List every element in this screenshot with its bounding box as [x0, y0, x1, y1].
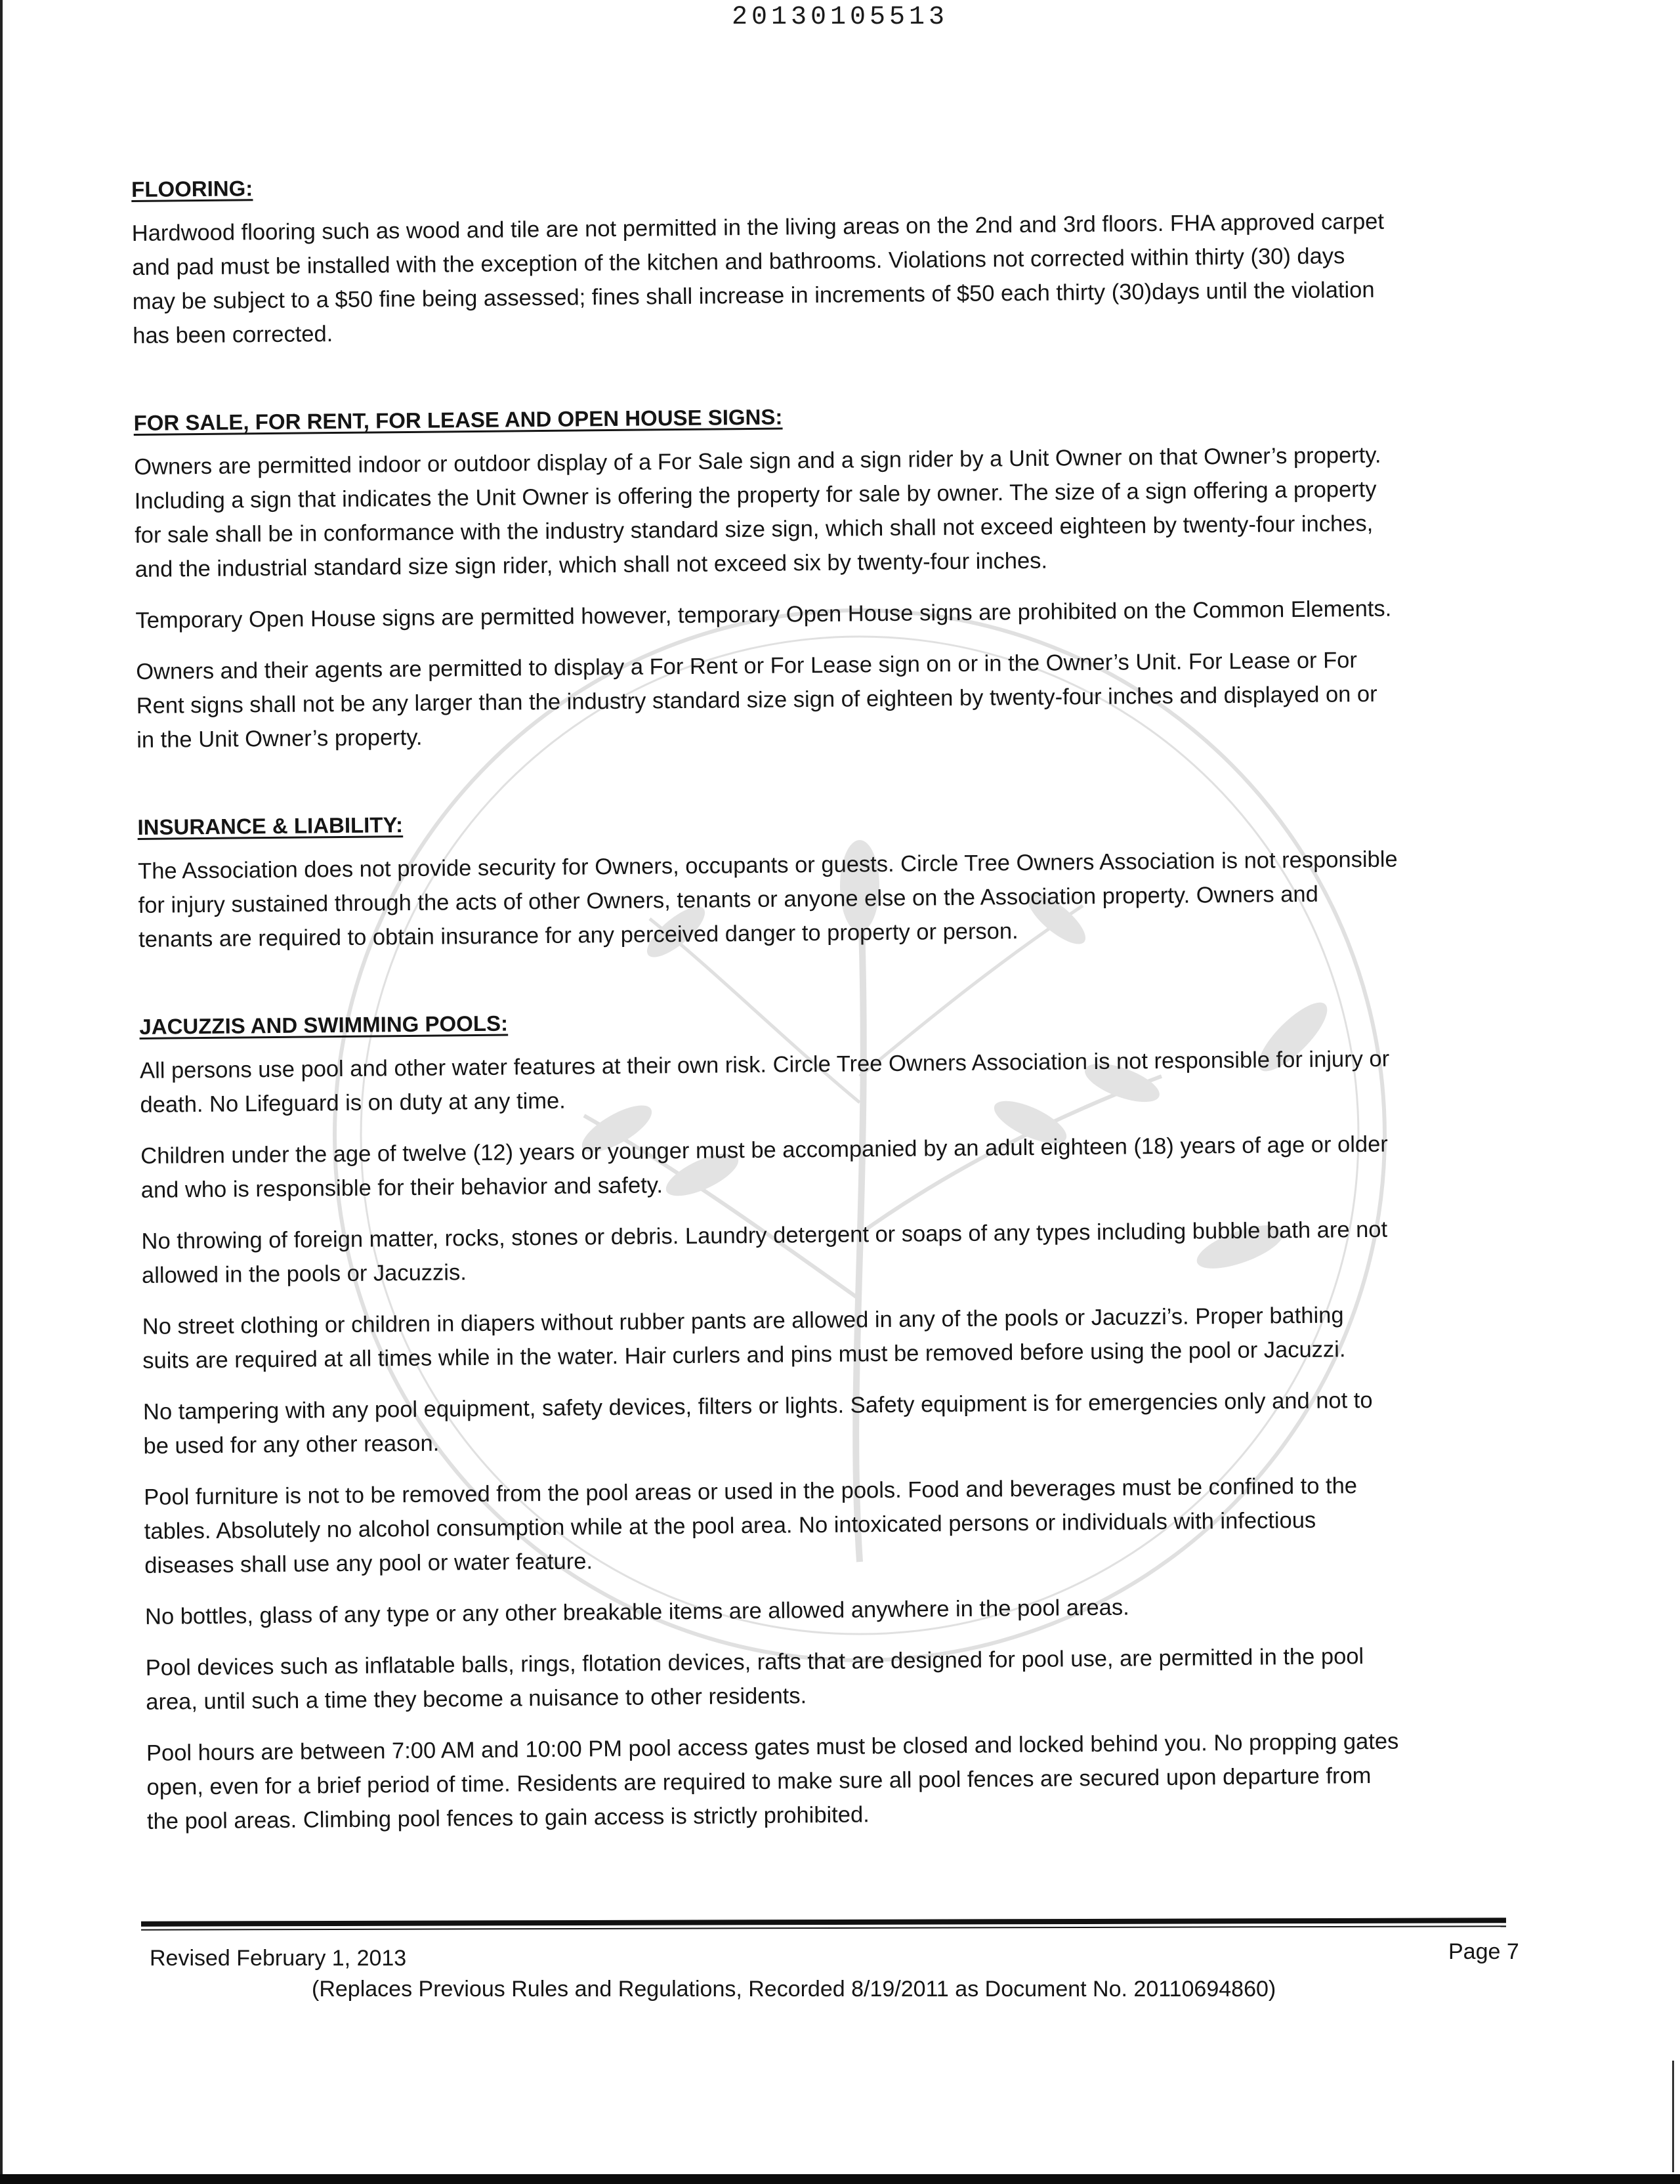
scan-edge-right: [1672, 2061, 1674, 2172]
section-flooring: [131, 163, 1544, 353]
paragraph: No throwing of foreign matter, rocks, stones or debris. Laundry detergent or soaps of any types including bubble bath are not allowed in the pools or Jacuzzis.: [141, 1217, 1388, 1288]
paragraph: The Association does not provide security for Owners, occupants or guests. Circle Tree Owners Association is not responsible for injury sustained through the acts of other Owners, tenants or anyone else on the Association property. Owners and tenants are required to obtain insurance for any perceived danger to property or person.: [137, 847, 1398, 952]
paragraph: Pool devices such as inflatable balls, rings, flotation devices, rafts that are designed for pool use, are permitted in the pool area, until such a time they become a nuisance to other residents.: [145, 1644, 1364, 1715]
section-heading: FOR SALE, FOR RENT, FOR LEASE AND OPEN HOUSE SIGNS:: [133, 404, 783, 435]
footer-page-number: Page 7: [1448, 1939, 1519, 1964]
footer-replaces-note: (Replaces Previous Rules and Regulations, Recorded 8/19/2011 as Document No. 20110694860): [312, 1977, 1276, 2002]
section-heading: INSURANCE & LIABILITY:: [137, 812, 404, 839]
footer-divider-thick: [141, 1918, 1506, 1926]
footer-revised-date: Revised February 1, 2013: [150, 1946, 407, 1971]
paragraph: Children under the age of twelve (12) years or younger must be accompanied by an adult eighteen (18) years of age or older and who is responsible for their behavior and safety.: [140, 1131, 1388, 1203]
paragraph: No street clothing or children in diapers without rubber pants are allowed in any of the pools or Jacuzzi’s. Proper bathing suits are required at all times while in the water. Hair curlers and pins must be removed before using the pool or Jacuzzi.: [142, 1303, 1346, 1374]
document-body: [131, 163, 1558, 1856]
section-heading: FLOORING:: [131, 176, 253, 201]
paragraph: No tampering with any pool equipment, safety devices, filters or lights. Safety equipment is for emergencies only and not to be used for any other reason.: [142, 1387, 1373, 1459]
footer-divider-thin: [141, 1925, 1506, 1930]
paragraph: Temporary Open House signs are permitted however, temporary Open House signs are prohibited on the Common Elements.: [135, 596, 1392, 633]
footer-divider: [141, 1918, 1506, 1933]
section-heading: JACUZZIS AND SWIMMING POOLS:: [139, 1011, 509, 1039]
paragraph: Hardwood flooring such as wood and tile are not permitted in the living areas on the 2nd and 3rd floors. FHA approved carpet and pad must be installed with the exception of the kitchen and bathrooms. Violations not corrected within thirty (30) days may be subject to a $50 fine being assessed; fines shall increase in increments of $50 each thirty (30)days until the violation has been corrected.: [131, 209, 1385, 348]
paragraph: Pool furniture is not to be removed from the pool areas or used in the pools. Food and beverages must be confined to the tables. Absolutely no alcohol consumption while at the pool area. No intoxicated persons or individuals with infectious diseases shall use any pool or water feature.: [144, 1473, 1358, 1578]
section-signs: [133, 397, 1547, 757]
paragraph: Owners and their agents are permitted to display a For Rent or For Lease sign on or in the Owner’s Unit. For Lease or For Rent signs shall not be any larger than the industry standard size sign of eighteen by twenty-four inches and displayed on or in the Unit Owner’s property.: [136, 648, 1377, 753]
document-number: 20130105513: [731, 3, 949, 32]
scan-edge-bottom: [0, 2174, 1680, 2184]
paragraph: All persons use pool and other water features at their own risk. Circle Tree Owners Association is not responsible for injury or death. No Lifeguard is on duty at any time.: [139, 1046, 1390, 1118]
scan-edge-left: [0, 0, 3, 2184]
section-pools: [139, 1001, 1558, 1839]
paragraph: Pool hours are between 7:00 AM and 10:00 PM pool access gates must be closed and locked behind you. No propping gates open, even for a brief period of time. Residents are required to make sure all pool fences are secured upon departure from the pool areas. Climbing pool fences to gain access is strictly prohibited.: [146, 1729, 1399, 1834]
paragraph: Owners are permitted indoor or outdoor display of a For Sale sign and a sign rider by a Unit Owner on that Owner’s property. Including a sign that indicates the Unit Owner is offering the property for sale by owner. The size of a sign offering a property for sale shall be in conformance with the industry standard size sign, which shall not exceed eighteen by twenty-four inches, and the industrial standard size sign rider, which shall not exceed six by twenty-four inches.: [134, 442, 1381, 582]
paragraph: No bottles, glass of any type or any other breakable items are allowed anywhere in the pool areas.: [144, 1595, 1129, 1629]
section-insurance: [137, 801, 1549, 957]
